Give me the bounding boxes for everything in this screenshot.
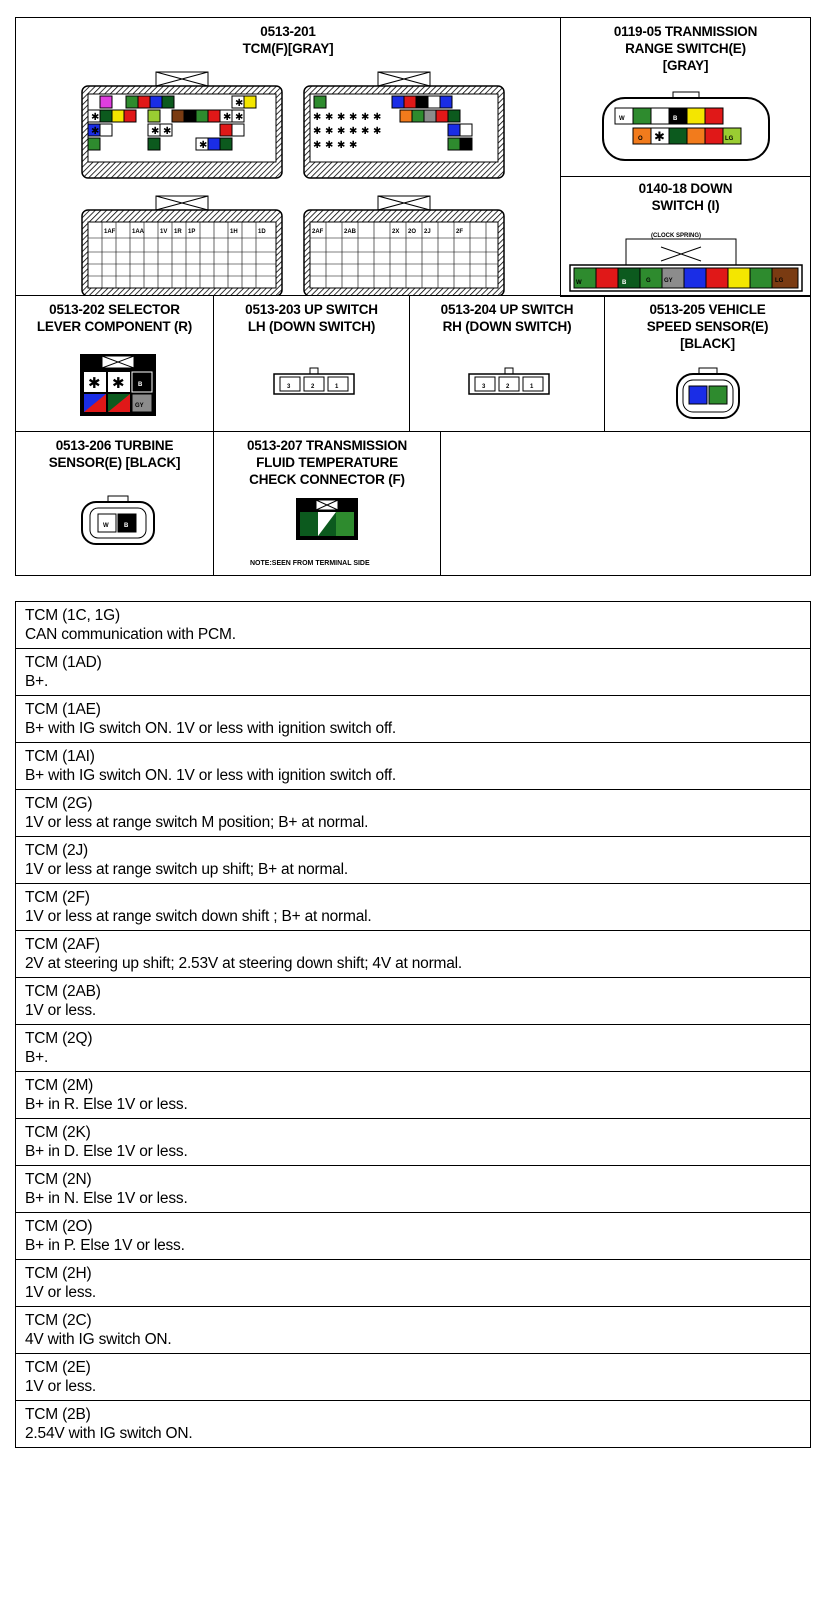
table-row bbox=[16, 1354, 811, 1401]
table-row bbox=[16, 649, 811, 696]
svg-text:✱: ✱ bbox=[654, 129, 665, 144]
table-row bbox=[16, 696, 811, 743]
table-row bbox=[16, 1401, 811, 1448]
terminal-description: 1V or less at range switch up shift; B+ at normal. bbox=[25, 861, 348, 878]
terminal-id: TCM (2M) bbox=[25, 1077, 94, 1094]
terminal-description: 1V or less. bbox=[25, 1378, 97, 1395]
terminal-spec-cell bbox=[16, 837, 811, 884]
vehicle-speed-sensor-title: 0513-205 VEHICLE SPEED SENSOR(E) [BLACK] bbox=[646, 302, 769, 351]
terminal-id: TCM (1AI) bbox=[25, 748, 95, 765]
selector-pin-b: B bbox=[138, 382, 143, 388]
terminal-id: TCM (2C) bbox=[25, 1312, 92, 1329]
terminal-id: TCM (2K) bbox=[25, 1124, 91, 1141]
terminal-id: TCM (2J) bbox=[25, 842, 88, 859]
fluid-temp-check-title: 0513-207 TRANSMISSION FLUID TEMPERATURE CHECK CONNECTOR (F) bbox=[246, 438, 408, 487]
svg-text:✱: ✱ bbox=[112, 375, 125, 392]
terminal-id: TCM (2AF) bbox=[25, 936, 100, 953]
tcm-pin-label: 1D bbox=[258, 229, 266, 235]
svg-text:✱: ✱ bbox=[325, 126, 334, 137]
table-row bbox=[16, 1072, 811, 1119]
turbine-sensor-drawing bbox=[78, 494, 158, 548]
svg-text:✱: ✱ bbox=[91, 126, 100, 137]
terminal-spec-cell bbox=[16, 1401, 811, 1448]
clock-spring-note: (CLOCK SPRING) bbox=[651, 233, 701, 239]
terminal-id: TCM (2B) bbox=[25, 1406, 91, 1423]
down-switch-panel bbox=[560, 176, 811, 297]
terminal-description: 4V with IG switch ON. bbox=[25, 1331, 172, 1348]
down-pin-w: W bbox=[576, 280, 582, 286]
tcm-pin-label: 2AF bbox=[312, 229, 324, 235]
svg-text:✱: ✱ bbox=[223, 112, 232, 123]
tcm-pin-label: 1R bbox=[174, 229, 182, 235]
terminal-spec-cell bbox=[16, 1307, 811, 1354]
tcm-terminal-table bbox=[15, 601, 811, 1448]
fluid-temp-check-drawing bbox=[292, 494, 362, 544]
tcm-connector-panel bbox=[15, 17, 561, 296]
svg-text:✱: ✱ bbox=[235, 98, 244, 109]
tcm-connector-drawing bbox=[18, 56, 558, 296]
terminal-id: TCM (2N) bbox=[25, 1171, 92, 1188]
connector-diagram-grid bbox=[15, 17, 811, 576]
terminal-id: TCM (2G) bbox=[25, 795, 93, 812]
terminal-id: TCM (1AE) bbox=[25, 701, 101, 718]
tcm-pin-label: 2O bbox=[408, 229, 417, 235]
range-pin-lg: LG bbox=[725, 136, 734, 142]
tcm-pin-label: 1H bbox=[230, 229, 238, 235]
svg-text:✱: ✱ bbox=[361, 112, 370, 123]
terminal-description: B+ in R. Else 1V or less. bbox=[25, 1096, 188, 1113]
terminal-spec-cell bbox=[16, 884, 811, 931]
turbine-pin-w: W bbox=[103, 523, 109, 529]
up-switch-rh-title: 0513-204 UP SWITCH RH (DOWN SWITCH) bbox=[440, 302, 574, 334]
terminal-spec-cell bbox=[16, 1354, 811, 1401]
svg-text:✱: ✱ bbox=[199, 140, 208, 151]
svg-text:✱: ✱ bbox=[325, 112, 334, 123]
terminal-spec-cell bbox=[16, 978, 811, 1025]
terminal-id: TCM (2O) bbox=[25, 1218, 93, 1235]
table-row bbox=[16, 790, 811, 837]
tcm-pin-label: 2AB bbox=[344, 229, 357, 235]
tcm-connector-title: 0513-201 TCM(F)[GRAY] bbox=[242, 24, 334, 56]
terminal-id: TCM (2Q) bbox=[25, 1030, 93, 1047]
terminal-description: 1V or less. bbox=[25, 1002, 97, 1019]
terminal-label: 3 bbox=[482, 384, 486, 390]
terminal-spec-cell bbox=[16, 696, 811, 743]
down-pin-g: G bbox=[646, 278, 651, 284]
table-row bbox=[16, 1166, 811, 1213]
tcm-pin-label: 1P bbox=[188, 229, 196, 235]
vehicle-speed-sensor-drawing bbox=[673, 366, 743, 422]
table-row bbox=[16, 1307, 811, 1354]
svg-text:✱: ✱ bbox=[325, 140, 334, 151]
terminal-description: B+ in N. Else 1V or less. bbox=[25, 1190, 188, 1207]
table-row bbox=[16, 931, 811, 978]
terminal-spec-cell bbox=[16, 1119, 811, 1166]
terminal-id: TCM (2H) bbox=[25, 1265, 92, 1282]
terminal-spec-cell bbox=[16, 790, 811, 837]
terminal-spec-cell bbox=[16, 743, 811, 790]
svg-text:✱: ✱ bbox=[361, 126, 370, 137]
down-pin-gy: GY bbox=[664, 278, 673, 284]
svg-text:✱: ✱ bbox=[151, 126, 160, 137]
vehicle-speed-sensor-panel bbox=[604, 295, 811, 432]
terminal-description: 1V or less at range switch M position; B+ at normal. bbox=[25, 814, 369, 831]
tcm-terminal-table-body bbox=[16, 602, 811, 1448]
svg-text:✱: ✱ bbox=[349, 112, 358, 123]
range-switch-panel bbox=[560, 17, 811, 177]
svg-text:✱: ✱ bbox=[373, 112, 382, 123]
terminal-description: B+. bbox=[25, 1049, 49, 1066]
terminal-id: TCM (2E) bbox=[25, 1359, 91, 1376]
up-switch-rh-drawing bbox=[465, 366, 555, 398]
terminal-spec-cell bbox=[16, 1213, 811, 1260]
fluid-temp-check-panel bbox=[213, 431, 441, 576]
svg-text:✱: ✱ bbox=[337, 126, 346, 137]
terminal-description: B+ in P. Else 1V or less. bbox=[25, 1237, 185, 1254]
range-pin-w: W bbox=[619, 116, 625, 122]
svg-text:✱: ✱ bbox=[313, 112, 322, 123]
terminal-id: TCM (1C, 1G) bbox=[25, 607, 120, 624]
table-row bbox=[16, 602, 811, 649]
up-switch-lh-panel bbox=[213, 295, 410, 432]
terminal-label: 2 bbox=[506, 384, 510, 390]
turbine-pin-b: B bbox=[124, 523, 129, 529]
down-pin-b: B bbox=[622, 280, 627, 286]
svg-text:✱: ✱ bbox=[88, 375, 101, 392]
range-pin-o: O bbox=[638, 136, 643, 142]
tcm-pin-label: 2X bbox=[392, 229, 400, 235]
terminal-spec-cell bbox=[16, 1260, 811, 1307]
svg-text:✱: ✱ bbox=[313, 126, 322, 137]
tcm-pin-label: 1AF bbox=[104, 229, 116, 235]
terminal-id: TCM (2F) bbox=[25, 889, 90, 906]
terminal-description: B+ with IG switch ON. 1V or less with ignition switch off. bbox=[25, 720, 397, 737]
terminal-spec-cell bbox=[16, 649, 811, 696]
tcm-block-3 bbox=[82, 196, 282, 296]
selector-lever-title: 0513-202 SELECTOR LEVER COMPONENT (R) bbox=[36, 302, 193, 334]
table-row bbox=[16, 1260, 811, 1307]
table-row bbox=[16, 743, 811, 790]
terminal-spec-cell bbox=[16, 1166, 811, 1213]
terminal-description: 1V or less. bbox=[25, 1284, 97, 1301]
table-row bbox=[16, 1025, 811, 1072]
down-switch-title: 0140-18 DOWN SWITCH (I) bbox=[638, 181, 733, 213]
empty-cell bbox=[440, 431, 811, 576]
svg-text:✱: ✱ bbox=[337, 112, 346, 123]
tcm-block-2 bbox=[304, 72, 504, 178]
table-row bbox=[16, 978, 811, 1025]
terminal-spec-cell bbox=[16, 1072, 811, 1119]
table-row bbox=[16, 1119, 811, 1166]
terminal-spec-cell bbox=[16, 931, 811, 978]
svg-text:✱: ✱ bbox=[163, 126, 172, 137]
svg-text:✱: ✱ bbox=[373, 126, 382, 137]
svg-text:✱: ✱ bbox=[349, 126, 358, 137]
tcm-block-1 bbox=[82, 72, 282, 178]
terminal-id: TCM (2AB) bbox=[25, 983, 101, 1000]
tcm-pin-label: 2J bbox=[424, 229, 431, 235]
up-switch-lh-drawing bbox=[270, 366, 360, 398]
svg-text:✱: ✱ bbox=[235, 112, 244, 123]
terminal-spec-cell bbox=[16, 602, 811, 649]
table-row bbox=[16, 884, 811, 931]
terminal-description: 2V at steering up shift; 2.53V at steering down shift; 4V at normal. bbox=[25, 955, 463, 972]
range-pin-b: B bbox=[673, 116, 678, 122]
terminal-description: CAN communication with PCM. bbox=[25, 626, 236, 643]
svg-text:✱: ✱ bbox=[337, 140, 346, 151]
turbine-sensor-panel bbox=[15, 431, 214, 576]
svg-text:✱: ✱ bbox=[349, 140, 358, 151]
tcm-pin-label: 2F bbox=[456, 229, 464, 235]
terminal-description: 1V or less at range switch down shift ; B+ at normal. bbox=[25, 908, 372, 925]
turbine-sensor-title: 0513-206 TURBINE SENSOR(E) [BLACK] bbox=[48, 438, 181, 470]
tcm-pin-label: 1V bbox=[160, 229, 168, 235]
terminal-side-note: NOTE:SEEN FROM TERMINAL SIDE bbox=[250, 560, 370, 567]
selector-lever-drawing bbox=[78, 352, 158, 418]
terminal-label: 1 bbox=[335, 384, 339, 390]
terminal-description: B+ in D. Else 1V or less. bbox=[25, 1143, 188, 1160]
table-row bbox=[16, 1213, 811, 1260]
down-pin-lg: LG bbox=[775, 278, 784, 284]
selector-lever-panel bbox=[15, 295, 214, 432]
table-row bbox=[16, 837, 811, 884]
svg-text:✱: ✱ bbox=[313, 140, 322, 151]
terminal-spec-cell bbox=[16, 1025, 811, 1072]
terminal-description: 2.54V with IG switch ON. bbox=[25, 1425, 193, 1442]
terminal-description: B+ with IG switch ON. 1V or less with ignition switch off. bbox=[25, 767, 397, 784]
terminal-description: B+. bbox=[25, 673, 49, 690]
terminal-label: 2 bbox=[311, 384, 315, 390]
tcm-block-4 bbox=[304, 196, 504, 296]
svg-text:✱: ✱ bbox=[91, 112, 100, 123]
range-switch-drawing bbox=[601, 90, 771, 166]
terminal-id: TCM (1AD) bbox=[25, 654, 102, 671]
tcm-pin-label: 1AA bbox=[132, 229, 145, 235]
terminal-label: 3 bbox=[287, 384, 291, 390]
up-switch-lh-title: 0513-203 UP SWITCH LH (DOWN SWITCH) bbox=[245, 302, 378, 334]
selector-pin-gy: GY bbox=[135, 403, 144, 409]
down-switch-drawing bbox=[566, 235, 806, 295]
range-switch-title: 0119-05 TRANMISSION RANGE SWITCH(E) [GRAY] bbox=[613, 24, 758, 73]
up-switch-rh-panel bbox=[409, 295, 605, 432]
terminal-label: 1 bbox=[530, 384, 534, 390]
